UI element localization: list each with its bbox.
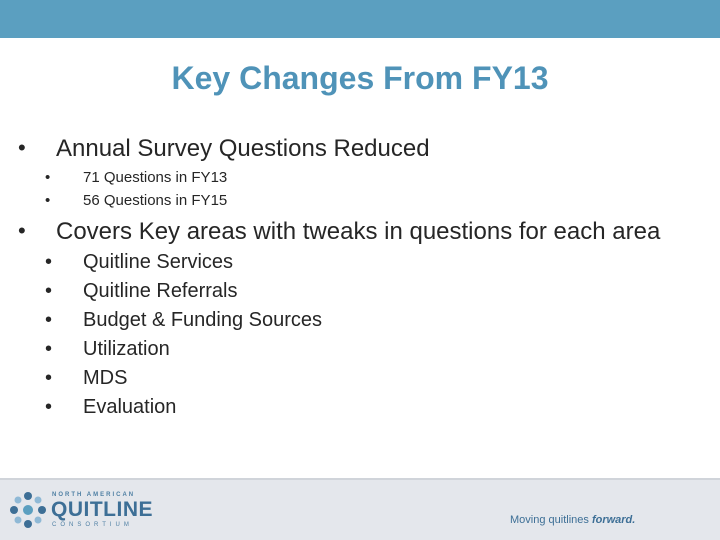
sub-bullet-dot-icon: • — [45, 338, 53, 360]
logo-bottom-text: CONSORTIUM — [52, 522, 133, 528]
sub-bullet-text: Evaluation — [83, 396, 177, 418]
tagline-prefix: Moving quitlines — [510, 514, 592, 526]
slide-title: Key Changes From FY13 — [171, 60, 549, 96]
bullet-text: Covers Key areas with tweaks in questions for each area — [56, 218, 661, 245]
bullet-dot-icon: • — [18, 218, 26, 243]
sub-bullet-text: Budget & Funding Sources — [83, 309, 323, 331]
sub-bullet-text: MDS — [83, 367, 128, 389]
bullet-dot-icon: • — [18, 135, 26, 160]
sub-bullet-dot-icon: • — [45, 280, 53, 302]
sub-bullet-dot-icon: • — [45, 309, 53, 331]
sub-bullet-dot-icon: • — [45, 396, 53, 418]
bullet-text: Annual Survey Questions Reduced — [56, 135, 430, 162]
tagline — [510, 514, 635, 526]
sub-bullet-text: Quitline Referrals — [83, 280, 238, 302]
tagline-emphasis: forward. — [591, 514, 636, 526]
sub-bullet-text: 71 Questions in FY13 — [83, 169, 228, 186]
sub-bullet-text: 56 Questions in FY15 — [83, 192, 228, 209]
sub-bullet-dot-icon: • — [45, 367, 53, 389]
sub-bullet-dot-icon: • — [45, 251, 53, 273]
quitline-logo-icon — [8, 490, 48, 530]
logo-main-text: QUITLINE — [51, 498, 153, 521]
footer-bar — [0, 480, 720, 540]
sub-bullet-text: Utilization — [83, 338, 170, 360]
sub-bullet-dot-icon: • — [45, 169, 51, 186]
sub-bullet-text: Quitline Services — [83, 251, 234, 273]
sub-bullet-dot-icon: • — [45, 192, 51, 209]
logo-top-text: NORTH AMERICAN — [52, 492, 136, 498]
